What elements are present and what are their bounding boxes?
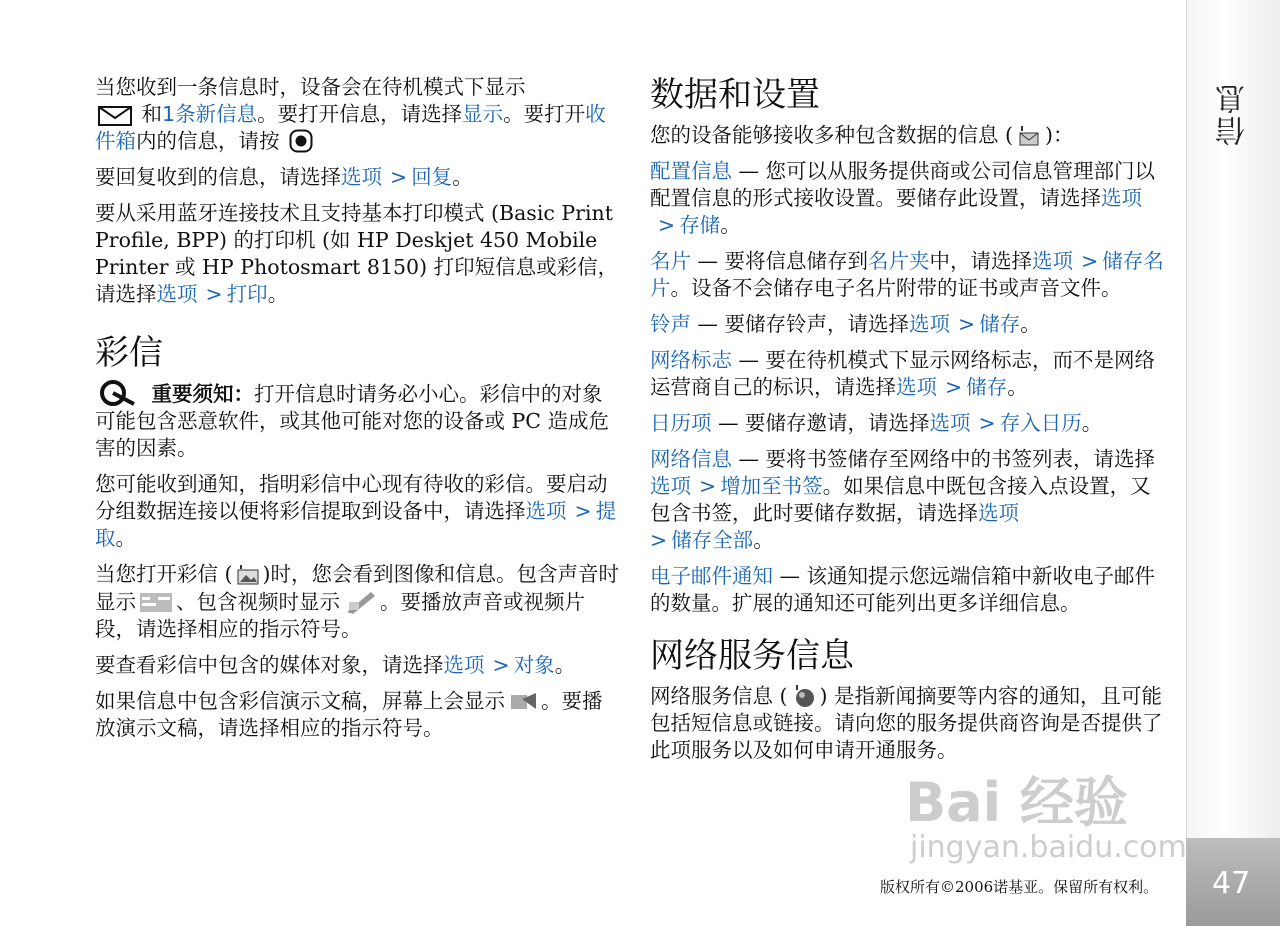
text: 打开信息时请务必小心。彩信中的对象可能包含恶意软件，或其他可能对您的设备或 PC 造成危害的因素。: [95, 382, 610, 460]
text: 您的设备能够接收多种包含数据的信息 (: [650, 123, 1014, 147]
text: 。: [554, 653, 576, 677]
text: 中，请选择: [929, 249, 1033, 273]
left-column: [95, 74, 620, 751]
link-reply[interactable]: 回复: [411, 165, 453, 189]
paragraph-notification: [95, 471, 620, 552]
text: 。: [115, 526, 136, 550]
text: — 要在待机模式下显示网络标志，而不是网络运营商自己的标识，请选择: [650, 348, 1156, 399]
separator: >: [492, 653, 510, 677]
text: — 该通知提示您远端信箱中新收电子邮件的数量。扩展的通知还可能列出更多详细信息。: [650, 564, 1156, 615]
page-number: 47: [1212, 866, 1251, 901]
term-web-message: 网络信息: [650, 447, 732, 471]
separator: >: [658, 213, 676, 237]
paragraph-warning: [95, 380, 620, 462]
separator: >: [1081, 249, 1099, 273]
text: 。: [1081, 411, 1103, 435]
link-save[interactable]: 储存: [966, 375, 1008, 399]
text: 如果信息中包含彩信演示文稿，屏幕上会显示: [95, 689, 505, 713]
item-web-message: [650, 446, 1170, 554]
link-save[interactable]: 储存: [979, 312, 1021, 336]
sound-icon: [139, 590, 173, 614]
separator: >: [699, 474, 717, 498]
link-options[interactable]: 选项: [650, 474, 691, 498]
right-column: [650, 74, 1170, 773]
link-options[interactable]: 选项: [525, 499, 567, 523]
paragraph-service: [650, 683, 1170, 764]
text: )：: [1045, 123, 1074, 147]
text: 。: [720, 213, 741, 237]
text: 。要播放声音或视频片段，请选择相应的指示符号。: [95, 590, 585, 641]
item-email-notification: [650, 563, 1170, 617]
text: 。要打开: [503, 102, 586, 126]
text: 。设备不会储存电子名片附带的证书或声音文件。: [670, 276, 1122, 300]
link-new-message[interactable]: 1条新信息: [162, 102, 258, 126]
text: 要回复收到的信息，请选择: [95, 165, 341, 189]
text: — 要将信息储存到: [691, 249, 869, 273]
link-options[interactable]: 选项: [896, 375, 937, 399]
link-save-card[interactable]: 储存名片: [650, 249, 1164, 300]
select-key-icon: [289, 129, 313, 153]
link-add-bookmark[interactable]: 增加至书签: [720, 474, 823, 498]
link-options[interactable]: 选项: [909, 312, 951, 336]
separator: >: [650, 528, 668, 552]
text: 。如果信息中既包含接入点设置，又包含书签，此时要储存数据，请选择: [650, 474, 1151, 525]
text: 。: [1007, 375, 1028, 399]
text: 网络服务信息 (: [650, 684, 788, 708]
item-card: [650, 248, 1170, 302]
text: ) 是指新闻摘要等内容的通知，且可能包括短信息或链接。请向您的服务提供商咨询是否提供了此项服务以及如何申请开通服务。: [650, 684, 1163, 762]
separator: >: [978, 411, 996, 435]
link-contacts[interactable]: 名片夹: [868, 249, 930, 273]
text: — 要储存铃声，请选择: [691, 312, 910, 336]
item-ringtone: [650, 311, 1170, 338]
watermark-url: jingyan.baidu.com: [910, 830, 1187, 865]
link-save-to-calendar[interactable]: 存入日历: [999, 411, 1082, 435]
presentation-icon: [508, 689, 538, 713]
term-calendar: 日历项: [650, 411, 712, 435]
separator: >: [390, 165, 408, 189]
term-config: 配置信息: [650, 159, 732, 183]
text: 。: [267, 282, 289, 306]
separator: >: [958, 312, 976, 336]
link-objects[interactable]: 对象: [513, 653, 555, 677]
link-print[interactable]: 打印: [226, 282, 268, 306]
text: 。要播放演示文稿，请选择相应的指示符号。: [95, 689, 603, 740]
watermark: [905, 760, 1195, 880]
heading-data-settings: 数据和设置: [650, 75, 820, 115]
term-ringtone: 铃声: [650, 312, 691, 336]
link-save[interactable]: 存储: [679, 213, 721, 237]
envelope-icon: [98, 106, 132, 126]
text: 您可能收到通知，指明彩信中心现有待收的彩信。要启动分组数据连接以便将彩信提取到设备中，请选择: [95, 472, 608, 523]
separator: >: [945, 375, 963, 399]
paragraph-intro: [650, 122, 1170, 149]
link-options[interactable]: 选项: [156, 282, 198, 306]
mms-image-icon: [236, 564, 260, 586]
text: 。要打开信息，请选择: [257, 102, 463, 126]
text: 要查看彩信中包含的媒体对象，请选择: [95, 653, 444, 677]
text: — 要将书签储存至网络中的书签列表，请选择: [732, 447, 1156, 471]
copyright: 版权所有©2006诺基亚。保留所有权利。: [880, 878, 1159, 896]
link-retrieve[interactable]: 提取: [95, 499, 617, 550]
paragraph-presentation: [95, 688, 620, 742]
chapter-title: 信息: [1216, 82, 1251, 146]
item-operator-logo: [650, 347, 1170, 401]
text: 要从采用蓝牙连接技术且支持基本打印模式 (Basic Print Profile, BPP) 的打印机 (如 HP Deskjet 450 Mobile Printer 或 HP Photosmart 8150) 打印短信息或彩信，请选择: [95, 201, 619, 306]
text: 重要须知：: [151, 382, 255, 406]
text: 内的信息，请按: [136, 129, 280, 153]
paragraph-receive: [95, 74, 620, 155]
text: — 要储存邀请，请选择: [711, 411, 930, 435]
watermark-logo: Bai 经验: [905, 771, 1128, 834]
separator: >: [205, 282, 223, 306]
text: 。: [753, 528, 774, 552]
link-options[interactable]: 选项: [443, 653, 485, 677]
link-options[interactable]: 选项: [341, 165, 382, 189]
paragraph-reply: [95, 164, 620, 191]
link-inbox[interactable]: 收件箱: [95, 102, 606, 153]
term-card: 名片: [650, 249, 691, 273]
heading-mms: 彩信: [95, 333, 163, 373]
text: 。: [452, 165, 473, 189]
text: — 您可以从服务提供商或公司信息管理部门以配置信息的形式接收设置。要储存此设置，请选择: [650, 159, 1156, 210]
text: 当您打开彩信 (: [95, 562, 233, 586]
separator: >: [574, 499, 592, 523]
paragraph-objects: [95, 652, 620, 679]
link-options[interactable]: 选项: [978, 501, 1019, 525]
text: 和: [141, 102, 163, 126]
link-show[interactable]: 显示: [462, 102, 504, 126]
term-operator-logo: 网络标志: [650, 348, 732, 372]
item-config: [650, 158, 1170, 239]
item-calendar: [650, 410, 1170, 437]
text: 当您收到一条信息时，设备会在待机模式下显示: [95, 75, 526, 99]
video-icon: [343, 588, 377, 614]
term-email-notification: 电子邮件通知: [650, 564, 773, 588]
text: 、包含视频时显示: [176, 590, 340, 614]
warning-icon: [98, 380, 142, 406]
paragraph-open-mms: [95, 561, 620, 643]
link-options[interactable]: 选项: [1032, 249, 1074, 273]
link-options[interactable]: 选项: [929, 411, 971, 435]
link-options[interactable]: 选项: [1101, 186, 1142, 210]
text: )时，您会看到图像和信息。包含声音时显示: [95, 562, 620, 614]
link-save-all[interactable]: 储存全部: [671, 528, 754, 552]
text: 。: [1020, 312, 1041, 336]
service-message-icon: [791, 684, 817, 708]
paragraph-print: [95, 200, 620, 308]
data-message-icon: [1016, 125, 1042, 147]
heading-service-messages: 网络服务信息: [650, 636, 854, 676]
